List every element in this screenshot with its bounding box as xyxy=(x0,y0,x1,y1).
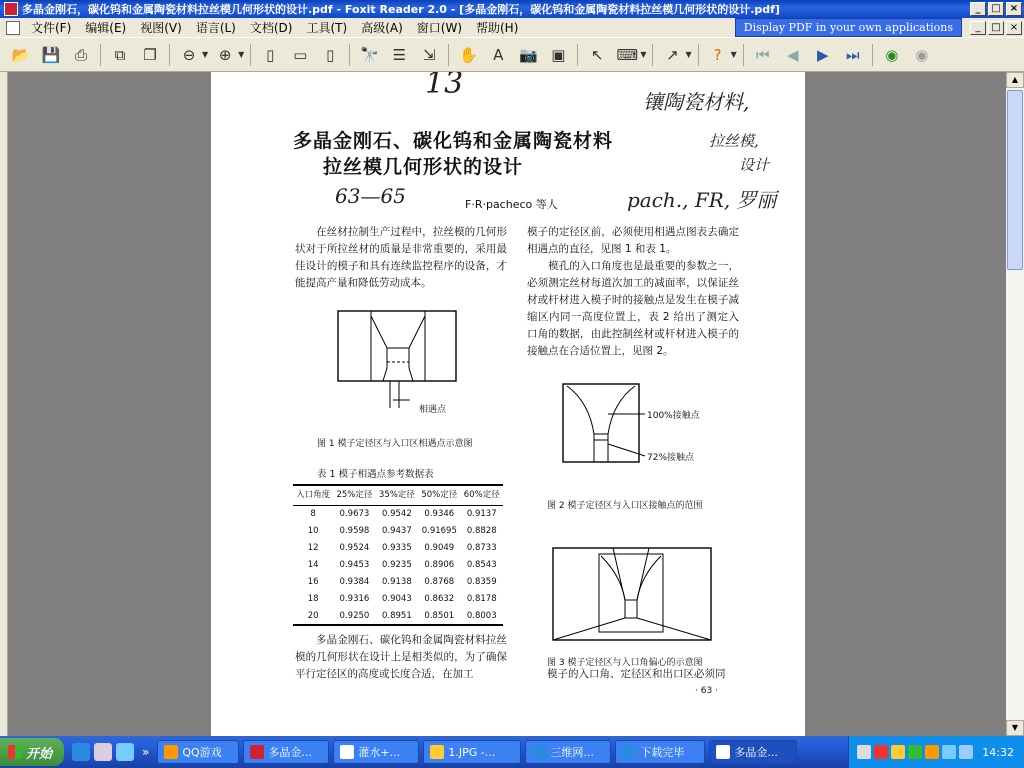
figure-2-caption: 图 2 模子定径区与入口区接触点的范围 xyxy=(547,501,703,511)
task-3d-web[interactable]: 三维网... xyxy=(525,740,611,764)
tray-icon-5[interactable] xyxy=(925,745,939,759)
table-header: 35%定径 xyxy=(376,485,418,506)
table-cell: 0.9235 xyxy=(381,560,412,570)
vertical-scrollbar[interactable] xyxy=(1006,72,1024,736)
copy-icon[interactable]: ⧉ xyxy=(114,45,126,64)
table-cell: 0.9673 xyxy=(339,509,370,520)
forward-icon[interactable]: ◉ xyxy=(915,45,929,64)
task-pdf-active[interactable]: 多晶金... xyxy=(709,740,797,764)
quicklaunch-icon-2[interactable] xyxy=(94,743,112,761)
menu-help[interactable]: 帮助(H) xyxy=(476,21,519,35)
table-header: 60%定径 xyxy=(461,485,503,506)
doc-minimize-button[interactable]: _ xyxy=(970,21,986,35)
maximize-button[interactable]: □ xyxy=(988,2,1004,16)
navigation-panel-strip[interactable] xyxy=(0,72,8,736)
table-header: 25%定径 xyxy=(333,485,375,506)
next-page-icon[interactable]: ▶ xyxy=(817,45,829,64)
task-pdf-1[interactable]: 多晶金... xyxy=(243,740,329,764)
table-cell: 0.8768 xyxy=(424,577,455,587)
toolbar: 📂 💾 ⎙ ⧉ ❐ ⊖ ▼ ⊕ ▼ ▯ ▭ ▯ 🔭 ☰ ⇲ ✋ A 📷 ▣ ↖ ⌨ ▼ ↗ ▼ ? ▼ ⏮ ◀ ▶ ⏭ ◉ ◉ xyxy=(0,38,1024,72)
display-pdf-banner[interactable]: Display PDF in your own applications xyxy=(735,18,962,37)
arrow-icon[interactable]: ↗ xyxy=(666,45,679,64)
handwritten-author-note: pach., FR, 罗丽 xyxy=(627,188,777,212)
task-download-complete[interactable]: 下载完毕 xyxy=(615,740,705,764)
snapshot-icon[interactable]: 📷 xyxy=(518,45,538,64)
table-cell: 0.9049 xyxy=(424,543,455,553)
page-icon[interactable]: ▯ xyxy=(266,45,275,64)
menu-edit[interactable]: 编辑(E) xyxy=(85,21,127,35)
document-title-line-1: 多晶金刚石、碳化钨和金属陶瓷材料 xyxy=(292,130,613,152)
table-cell: 10 xyxy=(307,526,319,536)
select-icon[interactable]: ↖ xyxy=(591,45,604,64)
task-post[interactable]: 灌水+... xyxy=(333,740,419,764)
right-paragraph-2: 模孔的入口角度也是最重要的参数之一，必须测定丝材每道次加工的减面率，以保证丝材或杆材进入模子时的接触点是发生在模子减缩区内同一高度位置上，表 2 给出了测定入口角的数据，由此控制丝材或杆材进入模子的接触点在合适位置上，见图 2。 xyxy=(527,260,739,357)
shield-icon[interactable] xyxy=(908,745,922,759)
figure-1-diagram xyxy=(335,308,475,418)
bookmark-icon[interactable]: ☰ xyxy=(392,45,407,64)
table-row xyxy=(293,506,503,523)
table-header: 50%定径 xyxy=(418,485,460,506)
document-authors: F·R·pacheco 等人 xyxy=(465,198,558,211)
find-icon[interactable]: 🔭 xyxy=(359,45,379,64)
table-row xyxy=(293,574,503,591)
quicklaunch-expand-icon[interactable]: » xyxy=(142,745,150,759)
menu-advanced[interactable]: 高级(A) xyxy=(361,21,403,35)
table-header: 入口角度 xyxy=(293,485,333,506)
open-icon[interactable]: 📂 xyxy=(11,45,31,64)
table-cell: 0.8178 xyxy=(466,594,497,604)
tray-icon-3[interactable] xyxy=(891,745,905,759)
zoom-in-icon[interactable]: ⊕ xyxy=(218,45,232,64)
table-cell: 0.9250 xyxy=(333,608,375,625)
print-icon[interactable]: ⎙ xyxy=(74,45,87,64)
right-paragraph-1: 模子的定径区前，必须使用相遇点图表去确定相遇点的直径，见图 1 和表 1。 xyxy=(527,226,739,255)
zoom-out-icon[interactable]: ⊖ xyxy=(182,45,196,64)
task-qq-games[interactable]: QQ游戏 xyxy=(157,740,239,764)
hand-icon[interactable]: ✋ xyxy=(458,45,478,64)
table-cell: 8 xyxy=(310,509,316,520)
menu-view[interactable]: 视图(V) xyxy=(140,21,182,35)
task-image-viewer[interactable]: 1.JPG -... xyxy=(423,740,521,764)
handwritten-keyword-2: 拉丝模, xyxy=(709,132,759,150)
table-cell: 0.91695 xyxy=(421,526,457,536)
scroll-up-icon[interactable]: ▲ xyxy=(1006,72,1024,88)
table-cell: 0.9316 xyxy=(339,594,370,604)
table-cell: 0.9542 xyxy=(381,509,412,520)
menu-file[interactable]: 文件(F) xyxy=(31,21,72,35)
document-title-line-2: 拉丝模几何形状的设计 xyxy=(322,156,523,178)
table-cell: 0.9346 xyxy=(424,509,455,520)
table-cell: 0.8906 xyxy=(424,560,455,570)
table-row xyxy=(293,608,503,625)
table-cell: 0.8828 xyxy=(466,526,497,536)
table-cell: 0.9335 xyxy=(381,543,412,553)
bottom-left-paragraph: 多晶金刚石、碳化钨和金属陶瓷材料拉丝模的几何形状在设计上是相类似的，为了确保平行定径区的高度或长度合适，在加工 xyxy=(295,634,507,680)
tray-icon-6[interactable] xyxy=(942,745,956,759)
bottom-right-paragraph: 模子的入口角、定径区和出口区必须同 xyxy=(547,668,726,680)
minimize-button[interactable]: _ xyxy=(970,2,986,16)
table-cell: 0.9138 xyxy=(381,577,412,587)
handwritten-keyword-1: 镶陶瓷材料, xyxy=(643,90,750,114)
table-row xyxy=(293,540,503,557)
start-button[interactable] xyxy=(0,738,64,766)
table-cell: 0.9137 xyxy=(466,509,497,520)
table-cell: 0.8501 xyxy=(418,608,460,625)
table-cell: 0.8543 xyxy=(466,560,497,570)
window-title: 多晶金刚石，碳化钨和金属陶瓷材料拉丝模几何形状的设计.pdf - Foxit Reader 2.0 - [多晶金刚石，碳化钨和金属陶瓷材料拉丝模几何形状的设计.pdf] xyxy=(22,3,780,16)
document-workspace[interactable] xyxy=(0,72,1006,736)
foxit-app-icon[interactable] xyxy=(4,2,18,16)
back-icon[interactable]: ◉ xyxy=(885,45,899,64)
table-cell: 0.9437 xyxy=(381,526,412,536)
fit-icon[interactable]: ⇲ xyxy=(423,45,436,64)
pdf-page[interactable] xyxy=(211,72,805,736)
scroll-down-icon[interactable]: ▼ xyxy=(1006,720,1024,736)
table-1-title: 表 1 模子相遇点参考数据表 xyxy=(317,469,434,480)
intro-paragraph: 在丝材拉制生产过程中，拉丝模的几何形状对于所拉丝材的质量是非常重要的，采用最佳设计的模子和具有连续监控程序的设备，才能提高产量和降低劳动成本。 xyxy=(295,226,507,289)
table-cell: 20 xyxy=(293,608,333,625)
table-cell: 0.9598 xyxy=(339,526,370,536)
figure-1-label: 相遇点 xyxy=(419,405,447,415)
continuous-icon[interactable]: ▯ xyxy=(326,45,335,64)
table-row xyxy=(293,523,503,540)
figure-2-label-72: 72%接触点 xyxy=(647,453,695,463)
table-cell: 18 xyxy=(307,594,319,604)
table-cell: 0.9524 xyxy=(339,543,370,553)
windows-logo-icon xyxy=(8,745,22,759)
help-icon[interactable]: ? xyxy=(713,45,722,64)
menu-bar xyxy=(0,18,1024,38)
keyboard-icon[interactable] xyxy=(857,745,871,759)
page-number: · 63 · xyxy=(695,686,718,696)
last-page-icon[interactable]: ⏭ xyxy=(846,45,860,64)
table-cell: 0.8733 xyxy=(466,543,497,553)
clock[interactable]: 14:32 xyxy=(982,745,1014,759)
document-icon[interactable] xyxy=(6,21,20,35)
figure-3-caption: 图 3 模子定径区与入口角偏心的示意图 xyxy=(547,658,703,668)
ie-icon[interactable] xyxy=(72,743,90,761)
windows-taskbar xyxy=(0,736,1024,768)
first-page-icon[interactable]: ⏮ xyxy=(756,45,770,64)
table-cell: 14 xyxy=(307,560,319,570)
table-row xyxy=(293,591,503,608)
table-cell: 16 xyxy=(307,577,319,587)
table-cell: 0.9384 xyxy=(339,577,370,587)
figure-3-diagram xyxy=(551,546,715,646)
start-label: 开始 xyxy=(26,746,53,762)
doc-restore-button[interactable]: □ xyxy=(988,21,1004,35)
reference-data-table xyxy=(293,484,503,626)
window-titlebar[interactable] xyxy=(0,0,1024,18)
handwritten-page-mark: 13 xyxy=(425,72,464,101)
table-cell: 0.8003 xyxy=(461,608,503,625)
menu-language[interactable]: 语言(L) xyxy=(195,21,236,35)
typewriter-icon[interactable]: ⌨ xyxy=(616,45,639,64)
table-row xyxy=(293,557,503,574)
menu-window[interactable]: 窗口(W) xyxy=(416,21,462,35)
text-select-icon[interactable]: A xyxy=(493,45,504,64)
network-icon[interactable] xyxy=(959,745,973,759)
table-cell: 0.9453 xyxy=(339,560,370,570)
table-cell: 0.9043 xyxy=(381,594,412,604)
scroll-thumb[interactable] xyxy=(1007,90,1023,270)
table-cell: 0.8951 xyxy=(376,608,418,625)
system-tray xyxy=(848,736,1024,768)
menu-document[interactable]: 文档(D) xyxy=(249,21,293,35)
table-cell: 0.8632 xyxy=(424,594,455,604)
paste-icon[interactable]: ❐ xyxy=(143,45,157,64)
handwritten-pages: 63—65 xyxy=(335,184,406,208)
facing-icon[interactable]: ▭ xyxy=(293,45,308,64)
tray-icon-2[interactable] xyxy=(874,745,888,759)
save-icon[interactable]: 💾 xyxy=(41,45,61,64)
table-cell: 12 xyxy=(307,543,319,553)
close-button[interactable]: × xyxy=(1006,2,1022,16)
figure-2-diagram xyxy=(559,382,649,466)
figure-2-label-100: 100%接触点 xyxy=(647,411,700,421)
menu-tools[interactable]: 工具(T) xyxy=(306,21,348,35)
figure-1-caption: 图 1 模子定径区与入口区相遇点示意图 xyxy=(317,439,473,449)
image-icon[interactable]: ▣ xyxy=(551,45,566,64)
doc-close-button[interactable]: × xyxy=(1006,21,1022,35)
table-cell: 0.8359 xyxy=(466,577,497,587)
prev-page-icon[interactable]: ◀ xyxy=(787,45,799,64)
handwritten-keyword-3: 设计 xyxy=(739,156,770,174)
quicklaunch-icon-3[interactable] xyxy=(116,743,134,761)
